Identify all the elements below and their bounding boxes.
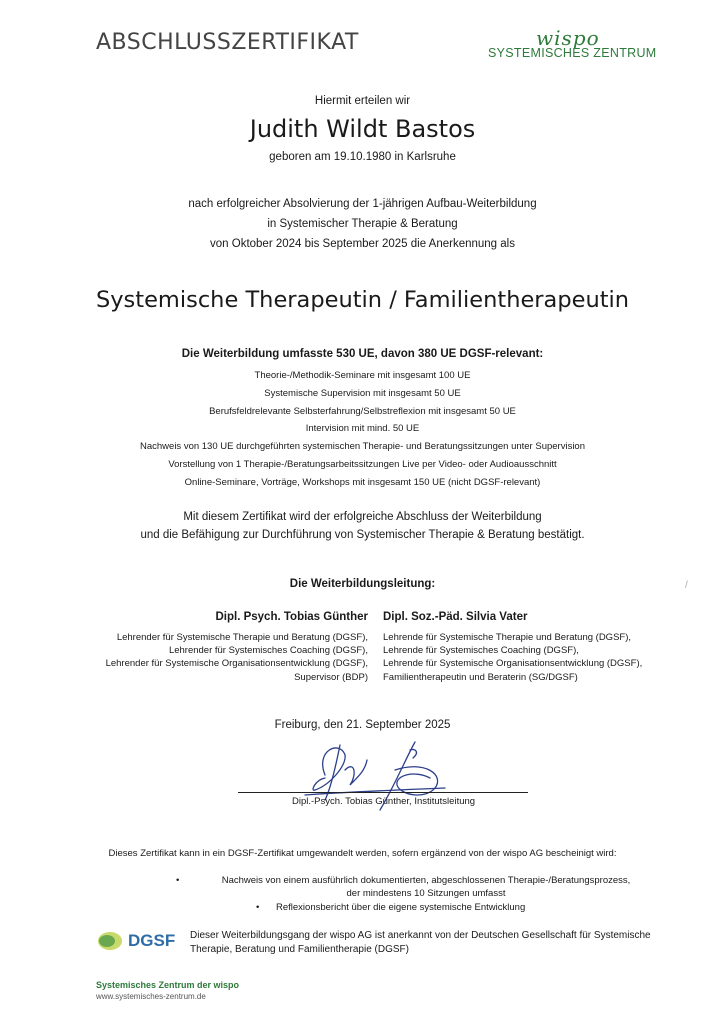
dgsf-logo-text: DGSF bbox=[128, 931, 176, 950]
leader-right-role: Familientherapeutin und Beraterin (SG/DGSF) bbox=[383, 672, 578, 683]
logo-text: SYSTEMISCHES ZENTRUM bbox=[488, 46, 657, 60]
leader-left-role: Lehrender für Systemisches Coaching (DGSF), bbox=[168, 645, 368, 656]
scope-item: Intervision mit mind. 50 UE bbox=[305, 423, 420, 434]
place-date: Freiburg, den 21. September 2025 bbox=[274, 719, 451, 731]
leader-left-name: Dipl. Psych. Tobias Günther bbox=[215, 611, 368, 623]
bullet-dot: • bbox=[176, 875, 180, 886]
wispo-logo bbox=[486, 26, 666, 66]
confirmation-line-1: Mit diesem Zertifikat wird der erfolgreiche Abschluss der Weiterbildung bbox=[183, 511, 542, 523]
bullet-item: Reflexionsbericht über die eigene systemische Entwicklung bbox=[276, 902, 526, 913]
leader-right-role: Lehrende für Systemisches Coaching (DGSF), bbox=[383, 645, 579, 656]
leader-left-role: Lehrender für Systemische Organisationsentwicklung (DGSF), bbox=[105, 658, 368, 669]
signer-caption: Dipl.-Psych. Tobias Günther, Institutsleitung bbox=[292, 796, 476, 807]
scope-item: Vorstellung von 1 Therapie-/Beratungsarbeitssitzungen Live per Video- oder Audioausschnitt bbox=[168, 459, 557, 470]
degree-title: Systemische Therapeutin / Familientherapeutin bbox=[95, 287, 630, 313]
leader-left-role: Lehrender für Systemische Therapie und Beratung (DGSF), bbox=[116, 632, 368, 643]
dgsf-recognition-text: Dieser Weiterbildungsgang der wispo AG ist anerkannt von der Deutschen Gesellschaft für Systemische Therapie, Beratung und Familientherapie (DGSF) bbox=[190, 930, 651, 955]
completion-line-3: von Oktober 2024 bis September 2025 die Anerkennung als bbox=[210, 238, 515, 250]
footer-url[interactable]: www.systemisches-zentrum.de bbox=[96, 992, 206, 1001]
signature-line bbox=[238, 792, 528, 793]
completion-line-1: nach erfolgreicher Absolvierung der 1-jährigen Aufbau-Weiterbildung bbox=[188, 198, 537, 210]
leader-right-role: Lehrende für Systemische Organisationsentwicklung (DGSF), bbox=[383, 658, 643, 669]
intro-text: Hiermit erteilen wir bbox=[314, 95, 411, 107]
scope-heading: Die Weiterbildung umfasste 530 UE, davon 380 UE DGSF-relevant: bbox=[181, 348, 544, 360]
pen-mark: / bbox=[685, 580, 688, 591]
scope-item: Systemische Supervision mit insgesamt 50 UE bbox=[264, 388, 461, 399]
leader-left-role: Supervisor (BDP) bbox=[294, 672, 368, 683]
recipient-name: Judith Wildt Bastos bbox=[249, 115, 476, 143]
bullet-dot: • bbox=[256, 902, 260, 913]
conversion-text: Dieses Zertifikat kann in ein DGSF-Zertifikat umgewandelt werden, sofern ergänzend von der wispo AG bescheinigt wird: bbox=[108, 848, 617, 859]
scope-item: Theorie-/Methodik-Seminare mit insgesamt 100 UE bbox=[254, 370, 471, 381]
leader-right-name: Dipl. Soz.-Päd. Silvia Vater bbox=[383, 611, 528, 623]
scope-item: Nachweis von 130 UE durchgeführten systemischen Therapie- und Beratungssitzungen unter Supervision bbox=[140, 441, 585, 452]
leader-right-role: Lehrende für Systemische Therapie und Beratung (DGSF), bbox=[383, 632, 632, 643]
scope-item: Online-Seminare, Vorträge, Workshops mit insgesamt 150 UE (nicht DGSF-relevant) bbox=[184, 477, 541, 488]
scope-item: Berufsfeldrelevante Selbsterfahrung/Selbstreflexion mit insgesamt 50 UE bbox=[209, 406, 516, 417]
footer-org: Systemisches Zentrum der wispo bbox=[96, 980, 240, 990]
recipient-birth: geboren am 19.10.1980 in Karlsruhe bbox=[269, 151, 456, 163]
certificate-title: ABSCHLUSSZERTIFIKAT bbox=[96, 30, 359, 55]
bullet-item-cont: der mindestens 10 Sitzungen umfasst bbox=[346, 888, 506, 899]
leadership-heading: Die Weiterbildungsleitung: bbox=[289, 578, 436, 590]
confirmation-line-2: und die Befähigung zur Durchführung von Systemischer Therapie & Beratung bestätigt. bbox=[140, 529, 585, 541]
bullet-item: Nachweis von einem ausführlich dokumentierten, abgeschlossenen Therapie-/Beratungsprozess, bbox=[221, 875, 631, 886]
completion-line-2: in Systemischer Therapie & Beratung bbox=[267, 218, 458, 230]
dgsf-logo bbox=[96, 926, 176, 956]
logo-script: wispo bbox=[536, 26, 600, 50]
